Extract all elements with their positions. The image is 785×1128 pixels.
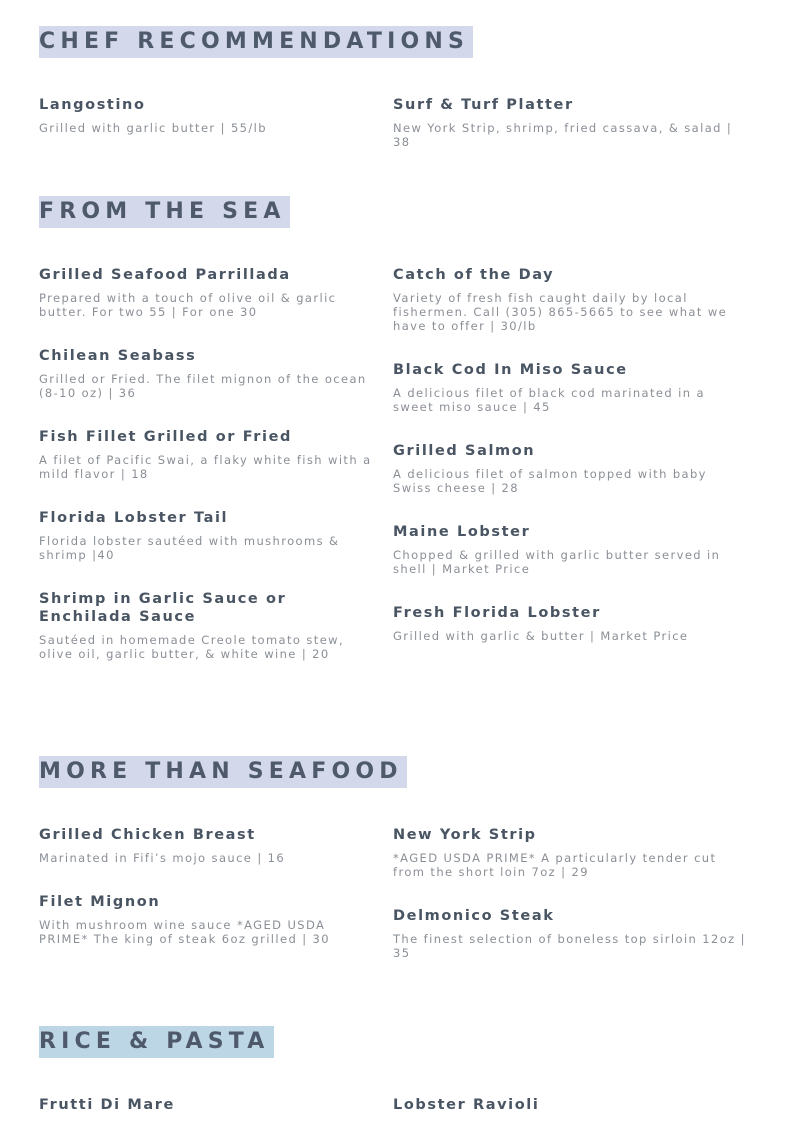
item-name: Surf & Turf Platter bbox=[393, 97, 574, 113]
item-description: Florida lobster sautéed with mushrooms & shrimp |40 bbox=[39, 534, 340, 562]
section-chef-recommendations bbox=[39, 26, 749, 176]
item-name: Delmonico Steak bbox=[393, 908, 555, 924]
right-column bbox=[393, 826, 749, 988]
left-column bbox=[39, 1096, 379, 1128]
menu-item bbox=[39, 428, 379, 481]
section-rice-and-pasta bbox=[39, 1026, 749, 1128]
item-description: Sautéed in homemade Creole tomato stew, olive oil, garlic butter, & white wine | 20 bbox=[39, 633, 345, 661]
menu-item bbox=[39, 893, 379, 946]
item-description: A delicious filet of salmon topped with baby Swiss cheese | 28 bbox=[393, 467, 707, 495]
right-column bbox=[393, 266, 749, 671]
item-name: Fish Fillet Grilled or Fried bbox=[39, 429, 293, 445]
item-description: Grilled or Fried. The filet mignon of the ocean (8-10 oz) | 36 bbox=[39, 372, 367, 400]
item-name: Fresh Florida Lobster bbox=[393, 605, 601, 621]
item-name: Catch of the Day bbox=[393, 267, 555, 283]
left-column bbox=[39, 96, 379, 163]
menu-item bbox=[39, 826, 379, 865]
item-name: Shrimp in Garlic Sauce or Enchilada Sauce bbox=[39, 591, 287, 625]
item-description: New York Strip, shrimp, fried cassava, & salad | 38 bbox=[393, 121, 733, 149]
menu-item bbox=[39, 509, 379, 562]
right-column bbox=[393, 1096, 749, 1128]
item-name: Lobster Ravioli bbox=[393, 1097, 540, 1113]
menu-item bbox=[393, 523, 749, 576]
item-description: A delicious filet of black cod marinated in a sweet miso sauce | 45 bbox=[393, 386, 705, 414]
item-name: Frutti Di Mare bbox=[39, 1097, 175, 1113]
item-name: Grilled Chicken Breast bbox=[39, 827, 256, 843]
menu-item bbox=[393, 361, 749, 414]
item-description: Chopped & grilled with garlic butter served in shell | Market Price bbox=[393, 548, 721, 576]
item-description: Prepared with a touch of olive oil & garlic butter. For two 55 | For one 30 bbox=[39, 291, 337, 319]
item-name: Florida Lobster Tail bbox=[39, 510, 229, 526]
item-name: Langostino bbox=[39, 97, 146, 113]
menu-item bbox=[39, 590, 379, 661]
section-heading: CHEF RECOMMENDATIONS bbox=[39, 26, 473, 58]
item-name: Chilean Seabass bbox=[39, 348, 197, 364]
menu-item bbox=[39, 266, 379, 319]
section-from-the-sea bbox=[39, 196, 749, 716]
menu-item bbox=[393, 266, 749, 333]
item-description: A filet of Pacific Swai, a flaky white fish with a mild flavor | 18 bbox=[39, 453, 372, 481]
menu-item bbox=[393, 826, 749, 879]
menu-item bbox=[393, 604, 749, 643]
menu-item bbox=[39, 347, 379, 400]
menu-item bbox=[39, 1096, 379, 1114]
item-name: New York Strip bbox=[393, 827, 537, 843]
right-column bbox=[393, 96, 749, 177]
item-name: Black Cod In Miso Sauce bbox=[393, 362, 628, 378]
item-description: *AGED USDA PRIME* A particularly tender cut from the short loin 7oz | 29 bbox=[393, 851, 717, 879]
section-heading: RICE & PASTA bbox=[39, 1026, 274, 1058]
item-description: Grilled with garlic butter | 55/lb bbox=[39, 121, 267, 135]
item-description: Variety of fresh fish caught daily by local fishermen. Call (305) 865-5665 to see what we have to offer | 30/lb bbox=[393, 291, 728, 333]
item-name: Maine Lobster bbox=[393, 524, 531, 540]
item-name: Filet Mignon bbox=[39, 894, 161, 910]
item-name: Grilled Salmon bbox=[393, 443, 536, 459]
menu-item bbox=[39, 96, 379, 135]
item-description: Grilled with garlic & butter | Market Price bbox=[393, 629, 689, 643]
left-column bbox=[39, 266, 379, 689]
menu-item bbox=[393, 96, 749, 149]
item-description: The finest selection of boneless top sirloin 12oz | 35 bbox=[393, 932, 746, 960]
item-name: Grilled Seafood Parrillada bbox=[39, 267, 291, 283]
menu-item bbox=[393, 907, 749, 960]
left-column bbox=[39, 826, 379, 974]
item-description: Marinated in Fifi’s mojo sauce | 16 bbox=[39, 851, 286, 865]
section-heading: MORE THAN SEAFOOD bbox=[39, 756, 407, 788]
section-heading: FROM THE SEA bbox=[39, 196, 290, 228]
menu-item bbox=[393, 1096, 749, 1114]
section-more-than-seafood bbox=[39, 756, 749, 1006]
menu-item bbox=[393, 442, 749, 495]
item-description: With mushroom wine sauce *AGED USDA PRIME* The king of steak 6oz grilled | 30 bbox=[39, 918, 330, 946]
